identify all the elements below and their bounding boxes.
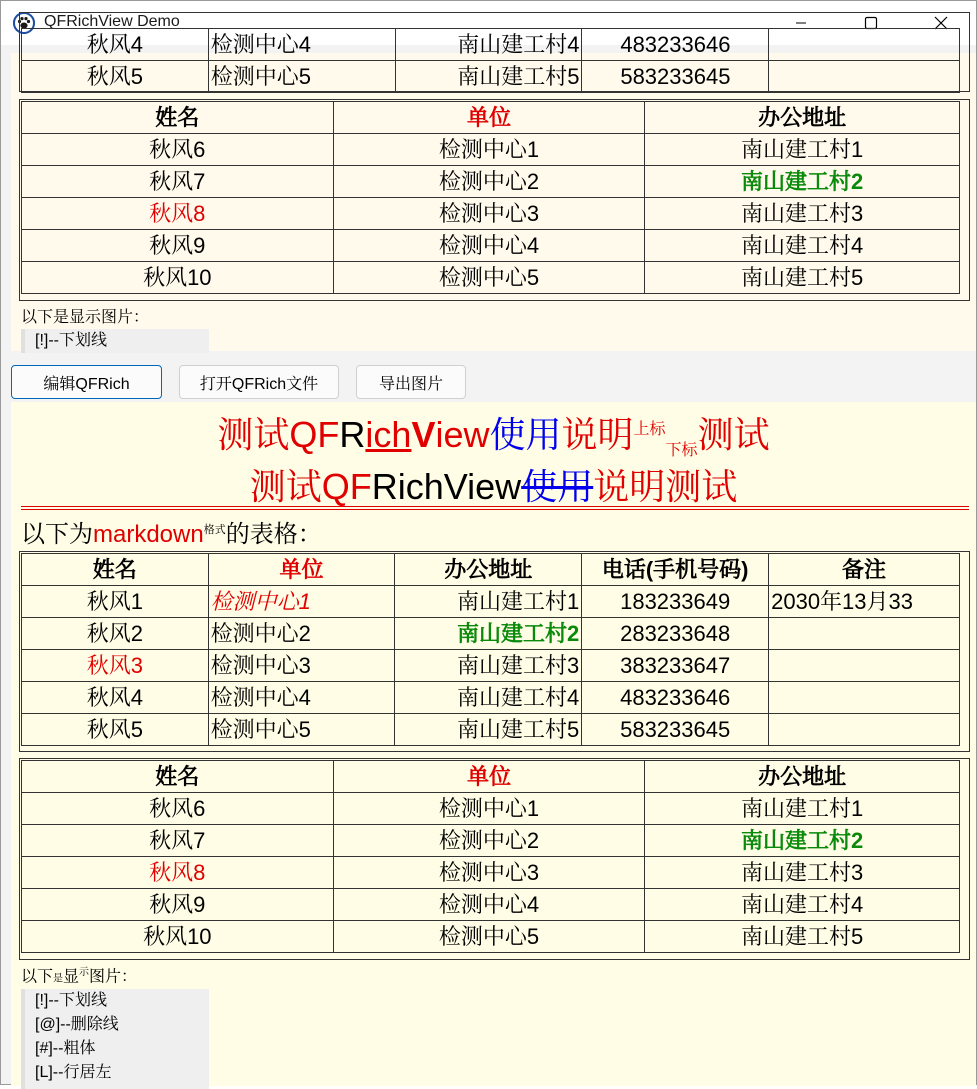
table-row xyxy=(22,921,960,953)
table-cell: 检测中心5 xyxy=(208,61,395,93)
table-cell: 南山建工村2 xyxy=(645,825,960,857)
table-cell: 检测中心3 xyxy=(333,198,645,230)
table-cell: 秋风3 xyxy=(22,650,209,682)
table-cell: 2030年13月33 xyxy=(769,586,960,618)
table-cell: 检测中心5 xyxy=(208,714,395,746)
table-cell: 检测中心4 xyxy=(333,889,645,921)
table-cell: 南山建工村4 xyxy=(645,230,960,262)
image-list-box xyxy=(21,989,209,1089)
table-row xyxy=(22,586,960,618)
table-cell: 秋风9 xyxy=(22,230,334,262)
table-row xyxy=(22,61,960,93)
header-name: 姓名 xyxy=(22,554,209,586)
double-rule-divider xyxy=(21,506,969,510)
table-row xyxy=(22,230,960,262)
intro-text: 的表格： xyxy=(225,521,322,548)
table-cell: 南山建工村1 xyxy=(645,134,960,166)
table-cell: 南山建工村3 xyxy=(395,650,582,682)
table-cell: 检测中心4 xyxy=(333,230,645,262)
heading-text: RichView xyxy=(371,466,522,507)
table-cell: 南山建工村2 xyxy=(395,618,582,650)
address-table xyxy=(21,101,960,294)
table-row xyxy=(22,793,960,825)
table-cell: 检测中心3 xyxy=(333,857,645,889)
list-item: [#]--粗体 xyxy=(35,1040,96,1057)
caption-text: 图片： xyxy=(89,968,138,986)
table-cell: 检测中心1 xyxy=(333,134,645,166)
table-cell: 南山建工村3 xyxy=(645,198,960,230)
intro-text: markdown xyxy=(93,521,204,548)
table-row xyxy=(22,29,960,61)
table-cell: 南山建工村4 xyxy=(395,682,582,714)
table-cell: 检测中心2 xyxy=(333,825,645,857)
table-row xyxy=(22,825,960,857)
table-cell: 583233645 xyxy=(582,714,769,746)
list-item: [!]--下划线 xyxy=(35,332,107,349)
table-cell: 南山建工村4 xyxy=(645,889,960,921)
table-cell: 检测中心2 xyxy=(208,618,395,650)
header-remark: 备注 xyxy=(769,554,960,586)
table-cell: 383233647 xyxy=(582,650,769,682)
table-cell xyxy=(769,61,960,93)
table-cell: 秋风7 xyxy=(22,825,334,857)
table-row xyxy=(22,134,960,166)
window-title: QFRichView Demo xyxy=(44,13,180,30)
table-cell: 南山建工村5 xyxy=(395,714,582,746)
image-list-box xyxy=(21,329,209,353)
heading-text: 说明 xyxy=(561,414,634,455)
heading-text: ich xyxy=(365,414,412,455)
intro-superscript: 格式 xyxy=(203,524,226,536)
table-cell: 秋风2 xyxy=(22,618,209,650)
image-caption xyxy=(21,963,137,986)
table-cell: 南山建工村5 xyxy=(645,262,960,294)
heading-subscript: 下标 xyxy=(665,442,698,460)
header-name: 姓名 xyxy=(22,102,334,134)
caption-text: 示 xyxy=(79,967,90,978)
table-cell xyxy=(769,29,960,61)
table-cell: 南山建工村5 xyxy=(645,921,960,953)
table-row xyxy=(22,262,960,294)
header-unit: 单位 xyxy=(333,761,645,793)
table-cell: 南山建工村1 xyxy=(395,586,582,618)
table-cell: 583233645 xyxy=(582,61,769,93)
markdown-table-partial xyxy=(21,28,960,93)
table-cell: 南山建工村5 xyxy=(395,61,582,93)
table-cell: 秋风5 xyxy=(22,714,209,746)
table-cell: 秋风4 xyxy=(22,682,209,714)
caption-text: 显 xyxy=(63,968,80,986)
table-cell: 检测中心4 xyxy=(208,682,395,714)
heading-text: 使用 xyxy=(521,466,594,507)
address-table xyxy=(21,760,960,953)
heading-text: 说明测试 xyxy=(593,466,738,507)
header-phone: 电话(手机号码) xyxy=(582,554,769,586)
table-cell: 秋风6 xyxy=(22,134,334,166)
table-cell: 秋风1 xyxy=(22,586,209,618)
table-header-row xyxy=(22,102,960,134)
table-cell: 秋风8 xyxy=(22,198,334,230)
header-unit: 单位 xyxy=(208,554,395,586)
caption-text: 是 xyxy=(53,973,64,985)
table-row xyxy=(22,618,960,650)
table-cell: 秋风8 xyxy=(22,857,334,889)
table-cell: 秋风4 xyxy=(22,29,209,61)
heading-text: iew xyxy=(435,414,490,455)
header-address: 办公地址 xyxy=(395,554,582,586)
table-row xyxy=(22,682,960,714)
table-row xyxy=(22,857,960,889)
header-address: 办公地址 xyxy=(645,761,960,793)
table-cell: 检测中心5 xyxy=(333,262,645,294)
table-cell: 秋风7 xyxy=(22,166,334,198)
heading-text: R xyxy=(339,414,366,455)
heading-text: V xyxy=(411,414,436,455)
table-cell: 检测中心1 xyxy=(333,793,645,825)
table-row xyxy=(22,650,960,682)
table-cell: 秋风5 xyxy=(22,61,209,93)
table-cell: 检测中心3 xyxy=(208,650,395,682)
table-cell: 南山建工村2 xyxy=(645,166,960,198)
heading-superscript: 上标 xyxy=(633,421,666,438)
open-qfrich-file-button[interactable]: 打开QFRich文件 xyxy=(179,365,339,399)
markdown-intro xyxy=(21,514,322,549)
heading-line-2 xyxy=(11,459,976,510)
header-unit: 单位 xyxy=(333,102,645,134)
table-cell: 483233646 xyxy=(582,29,769,61)
table-header-row xyxy=(22,761,960,793)
table-cell: 秋风10 xyxy=(22,921,334,953)
table-cell: 检测中心1 xyxy=(208,586,395,618)
list-item: [L]--行居左 xyxy=(35,1064,112,1081)
table-cell: 秋风6 xyxy=(22,793,334,825)
table-cell: 183233649 xyxy=(582,586,769,618)
table-cell xyxy=(769,714,960,746)
heading-text: 测试 xyxy=(697,414,770,455)
heading-text: 测试QF xyxy=(217,414,340,455)
table-row xyxy=(22,714,960,746)
table-cell: 检测中心2 xyxy=(333,166,645,198)
preview-pane[interactable] xyxy=(11,32,976,351)
table-cell: 秋风9 xyxy=(22,889,334,921)
table-cell xyxy=(769,682,960,714)
table-cell: 南山建工村4 xyxy=(395,29,582,61)
list-item: [!]--下划线 xyxy=(35,992,107,1009)
markdown-table xyxy=(21,553,960,746)
table-cell: 秋风10 xyxy=(22,262,334,294)
heading-text: 测试QF xyxy=(249,466,372,507)
table-row xyxy=(22,166,960,198)
header-name: 姓名 xyxy=(22,761,334,793)
intro-text: 以下为 xyxy=(21,521,93,548)
table-row xyxy=(22,198,960,230)
heading-line-1 xyxy=(11,407,976,460)
table-cell xyxy=(769,618,960,650)
table-cell: 南山建工村3 xyxy=(645,857,960,889)
table-cell: 南山建工村1 xyxy=(645,793,960,825)
caption-text: 以下 xyxy=(21,968,54,986)
table-row xyxy=(22,889,960,921)
header-address: 办公地址 xyxy=(645,102,960,134)
table-cell: 283233648 xyxy=(582,618,769,650)
image-caption: 以下是显示图片： xyxy=(21,309,150,326)
heading-text: 使用 xyxy=(489,414,562,455)
edit-qfrich-button[interactable]: 编辑QFRich xyxy=(11,365,162,399)
table-cell: 483233646 xyxy=(582,682,769,714)
table-cell xyxy=(769,650,960,682)
table-cell: 检测中心4 xyxy=(208,29,395,61)
rich-view-pane[interactable] xyxy=(11,402,976,1086)
export-image-button[interactable]: 导出图片 xyxy=(356,365,466,399)
list-item: [@]--删除线 xyxy=(35,1016,119,1033)
table-header-row xyxy=(22,554,960,586)
table-cell: 检测中心5 xyxy=(333,921,645,953)
